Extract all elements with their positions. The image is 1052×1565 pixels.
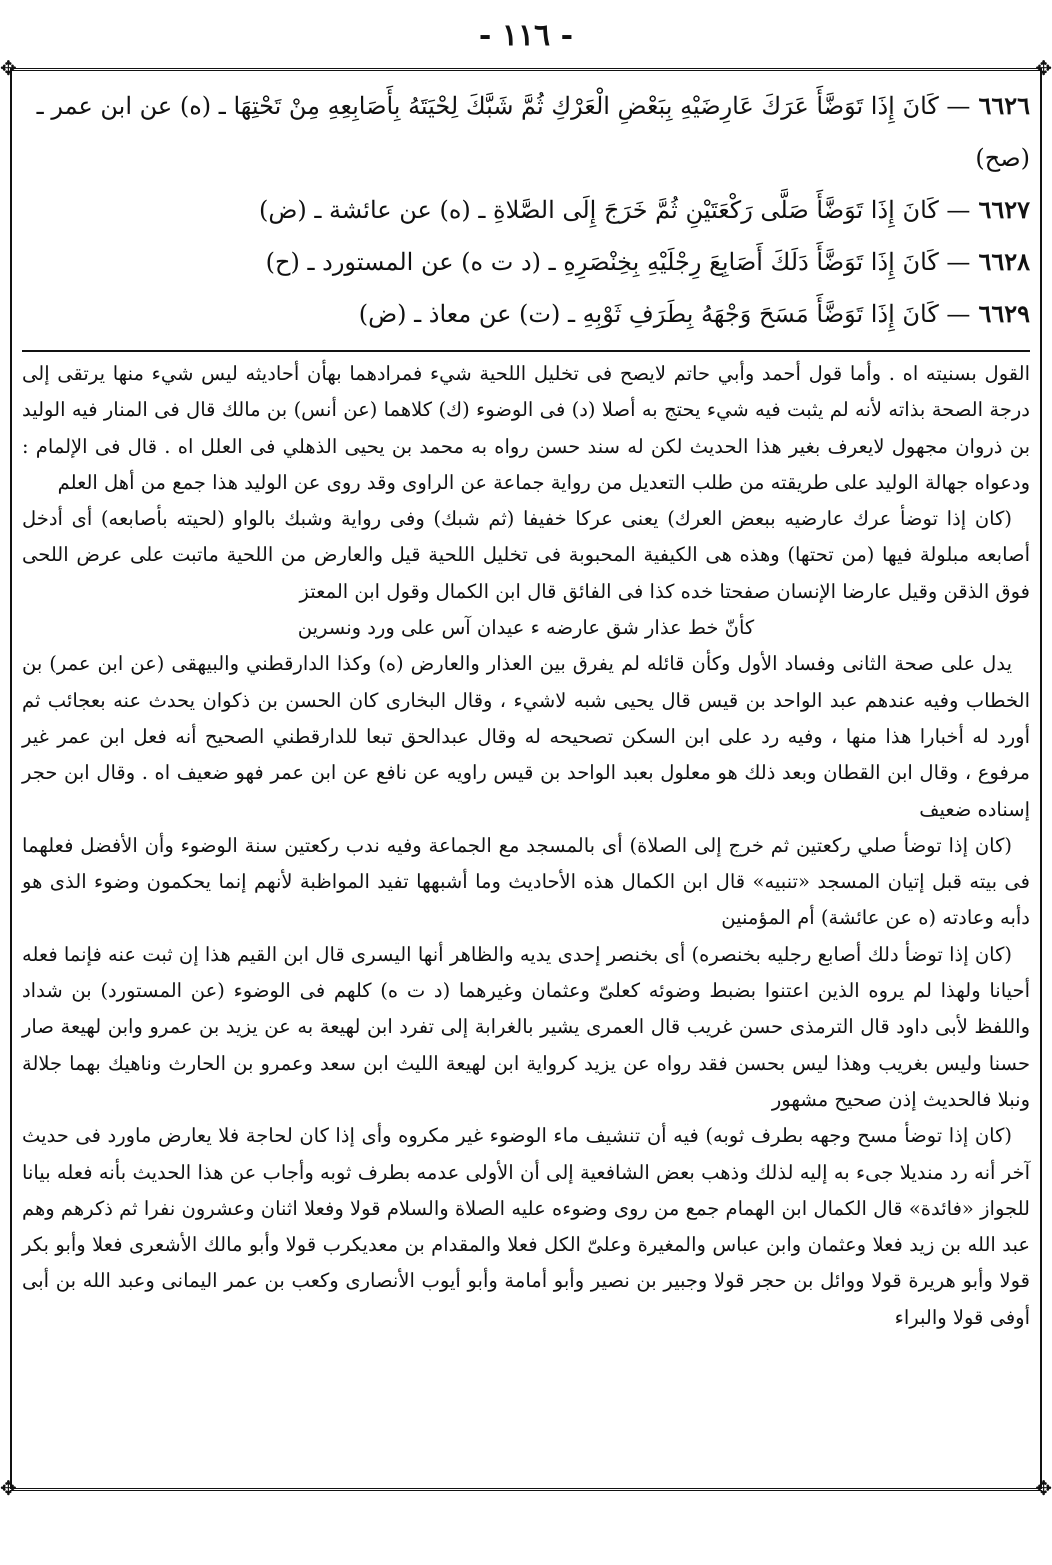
hadith-text: — كَانَ إِذَا تَوَضَّأَ مَسَحَ وَجْهَهُ بِطَرَفِ ثَوْبِهِ ـ (ت) عن معاذ ـ (ض)	[358, 300, 971, 328]
commentary-paragraph: (كان إذا توضأ مسح وجهه بطرف ثوبه) فيه أن تنشيف ماء الوضوء غير مكروه وأى إذا كان لحاجة فلا يعارض ماورد فى حديث آخر أنه رد منديلا جىء به إليه لذلك وذهب بعض الشافعية إلى أن الأولى عدمه بطرف ثوبه وأجاب عن هذا الحديث بأنه فعله بيانا للجواز «فائدة» قال الكمال ابن الهمام جمع من روى وضوءه عليه الصلاة والسلام قولا وفعلا اثنان وعشرون نفرا ثم ذكرهم وهم عبد الله بن زيد فعلا وعثمان وابن عباس والمغيرة وعلىّ الكل فعلا والمقدام بن معديكرب قولا وأبو مالك الأشعرى فعلا وأبو بكر قولا وأبو هريرة قولا ووائل بن حجر قولا وجبير بن نصير وأبو أمامة وأبو أيوب الأنصارى وكعب بن عمر اليمانى وعبد الله بن أبى أوفى قولا والبراء	[22, 1124, 1030, 1329]
frame-top-border	[10, 68, 1042, 71]
corner-ornament-icon: ✥	[0, 56, 17, 80]
commentary-paragraph: يدل على صحة الثانى وفساد الأول وكأن قائله لم يفرق بين العذار والعارض (ه) وكذا الدارقطني والبيهقى (عن ابن عمر) بن الخطاب وفيه عندهم عبد الواحد بن قيس قال يحيى شبه لاشيء ، وقال البخارى كان الحسن بن ذكوان يحدث عنه بعجائب ثم أورد له أخبارا هذا منها ، وفيه رد على ابن السكن تصحيحه له وقال عبدالحق تبعا للدارقطني الصحيح أنه فعل ابن عمر غير مرفوع ، وقال ابن القطان وبعد ذلك هو معلول بعبد الواحد بن قيس راويه عن نافع عن ابن عمر فهو ضعيف اه . وقال ابن حجر إسناده ضعيف	[22, 652, 1030, 821]
corner-ornament-icon: ✥	[1035, 56, 1052, 80]
hadith-entry	[22, 184, 1030, 236]
page-number: - ١١٦ -	[478, 18, 574, 53]
hadith-entry	[22, 80, 1030, 184]
hadith-number: ٦٦٢٩	[978, 299, 1030, 328]
frame-left-border	[10, 68, 12, 1488]
hadith-text: — كَانَ إِذَا تَوَضَّأَ دَلَكَ أَصَابِعَ رِجْلَيْهِ بِخِنْصَرِهِ ـ (د ت ه) عن المستورد ـ (ح)	[265, 248, 971, 276]
commentary-paragraph: (كان إذا توضأ دلك أصابع رجليه بخنصره) أى بخنصر إحدى يديه والظاهر أنها اليسرى قال ابن القيم هذا إن ثبت عنه فإنما فعله أحيانا ولهذا لم يروه الذين اعتنوا بضبط وضوئه كعلىّ وعثمان وغيرهما (د ت ه) كلهم فى الوضوء (عن المستورد) بن شداد واللفظ لأبى داود قال الترمذى حسن غريب قال العمرى يشير بالغرابة إلى تفرد ابن لهيعة به عن يزيد بن عمرو وابن لهيعة صار حسنا وليس بغريب وهذا ليس بحسن فقد رواه عن يزيد كرواية ابن لهيعة الليث ابن سعد وعمرو بن الحارث وناهيك بهما جلالة ونبلا فالحديث إذن صحيح مشهور	[22, 942, 1030, 1111]
commentary-section	[22, 356, 1030, 1336]
frame-right-border	[1040, 68, 1042, 1488]
hadith-entry	[22, 288, 1030, 340]
corner-ornament-icon: ✥	[1035, 1476, 1052, 1500]
poetry-verse: كأنّ خط عذار شق عارضه ء عيدان آس على ورد ونسرين	[297, 616, 755, 640]
hadith-number: ٦٦٢٧	[978, 195, 1030, 224]
hadith-entry	[22, 236, 1030, 288]
hadith-list	[22, 80, 1030, 340]
hadith-text: — كَانَ إِذَا تَوَضَّأَ صَلَّى رَكْعَتَيْنِ ثُمَّ خَرَجَ إِلَى الصَّلاةِ ـ (ه) عن عائشة ـ (ض)	[258, 196, 971, 224]
commentary-paragraph: (كان إذا توضأ عرك عارضيه ببعض العرك) يعنى عركا خفيفا (ثم شبك) وفى رواية وشبك بالواو (لحيته بأصابعه) أى أدخل أصابعه مبلولة فيها (من تحتها) وهذه هى الكيفية المحبوبة فى تخليل اللحية قيل والعارض من اللحية ماتبت على عرض اللحى فوق الذقن وقيل عارضا الإنسان صفحتا خده كذا فى الفائق قال ابن الكمال وقول ابن المعتز	[22, 507, 1030, 603]
frame-bottom-border	[10, 1488, 1042, 1491]
hadith-number: ٦٦٢٨	[978, 247, 1030, 276]
section-divider	[22, 350, 1030, 352]
corner-ornament-icon: ✥	[0, 1476, 17, 1500]
commentary-paragraph: القول بسنيته اه . وأما قول أحمد وأبي حاتم لايصح فى تخليل اللحية شيء فمرادهما بهأن أحاديثه ليس شيء منها يرتقى إلى درجة الصحة بذاته لأنه لم يثبت فيه شيء يحتج به أصلا (د) فى الوضوء (ك) كلاهما (عن أنس) بن مالك قال فى المنار فيه الوليد بن ذروان مجهول لايعرف بغير هذا الحديث لكن له سند حسن رواه به محمد بن يحيى الذهلي فى العلل اه . قال فى الإلمام : ودعواه جهالة الوليد على طريقته من طلب التعديل من رواية جماعة عن الراوى وقد روى عن الوليد هذا جمع من أهل العلم	[22, 362, 1030, 494]
hadith-text: — كَانَ إِذَا تَوَضَّأَ عَرَكَ عَارِضَيْهِ بِبَعْضِ الْعَرْكِ ثُمَّ شَبَّكَ لِحْيَتَهُ بِأَصَابِعِهِ مِنْ تَحْتِهَا ـ (ه) عن ابن عمر ـ (صح)	[36, 92, 1030, 172]
hadith-number: ٦٦٢٦	[978, 91, 1030, 120]
commentary-paragraph: (كان إذا توضأ صلي ركعتين ثم خرج إلى الصلاة) أى بالمسجد مع الجماعة وفيه ندب ركعتين سنة الوضوء وأن الأفضل فعلهما فى بيته قبل إتيان المسجد «تنبيه» قال ابن الكمال هذه الأحاديث وما أشبهها تفيد المواظبة لأنهم إنما يحكمون وضوء الذى هو دأبه وعادته (ه عن عائشة) أم المؤمنين	[22, 833, 1030, 930]
